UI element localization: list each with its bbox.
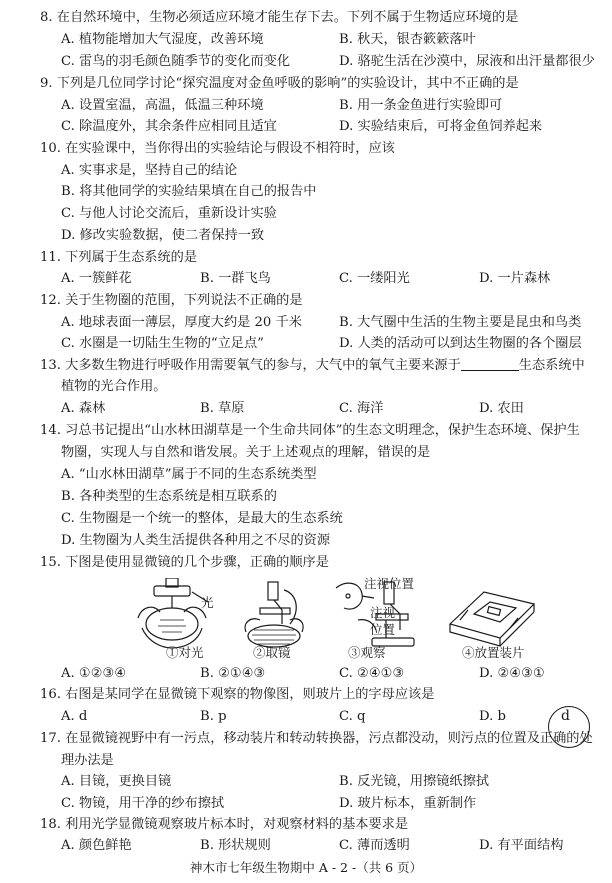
q14-stem-line2: 物圈，实现人与自然和谐发展。关于上述观点的理解，错误的是: [61, 445, 431, 460]
figure-caption-4: ④放置装片: [462, 645, 525, 660]
q13-stem-line1: [40, 356, 585, 376]
q10-option-d: D. 修改实验数据，使二者保持一致: [61, 228, 265, 243]
q14-option-b: B. 各种类型的生态系统是相互联系的: [61, 489, 277, 504]
figure-caption-2: ②取镜: [253, 645, 291, 660]
q10-option-b: B. 将其他同学的实验结果填在自己的报告中: [61, 184, 317, 199]
q12-option-b: B. 大气圈中生活的生物主要是昆虫和鸟类: [339, 315, 582, 330]
q16-option-b: B. p: [200, 709, 227, 724]
q16-option-a: A. d: [61, 709, 88, 724]
q9-option-d: D. 实验结束后，可将金鱼饲养起来: [339, 119, 543, 134]
q14-option-c: C. 生物圈是一个统一的整体，是最大的生态系统: [61, 511, 343, 526]
q13-option-c: C. 海洋: [339, 401, 384, 416]
q17-option-a: A. 目镜，更换目镜: [61, 774, 172, 789]
q13-stem-line2: 植物的光合作用。: [61, 379, 167, 394]
q13-option-a: A. 森林: [61, 401, 106, 416]
q8-stem: 8. 在自然环境中，生物必须适应环境才能生存下去。下列不属于生物适应环境的是: [40, 10, 519, 25]
q14-option-a: A. “山水林田湖草”属于不同的生态系统类型: [61, 467, 317, 482]
q18-option-a: A. 颜色鲜艳: [61, 838, 132, 853]
q17-stem-line2: 理办法是: [61, 753, 114, 768]
q16-option-c: C. q: [339, 709, 366, 724]
page-footer: 神木市七年级生物期中 A - 2 -（共 6 页）: [189, 860, 423, 875]
q8-option-d: D. 骆驼生活在沙漠中，尿液和出汗量都很少: [339, 54, 595, 69]
q8-option-c: C. 雷鸟的羽毛颜色随季节的变化而变化: [61, 54, 291, 69]
q8-option-a: A. 植物能增加大气湿度，改善环境: [61, 32, 264, 47]
q15-option-d: D. ②④③①: [479, 666, 545, 681]
figure-watch-label-side-1: 注视: [370, 605, 396, 620]
microscope-carry-figure: [238, 580, 312, 650]
q18-option-d: D. 有平面结构: [479, 838, 564, 853]
q18-option-b: B. 形状规则: [200, 838, 271, 853]
q10-option-c: C. 与他人讨论交流后，重新设计实验: [61, 206, 277, 221]
q12-option-a: A. 地球表面一薄层，厚度大约是 20 千米: [61, 315, 302, 330]
q9-option-b: B. 用一条金鱼进行实验即可: [339, 98, 503, 113]
q17-option-d: D. 玻片标本，重新制作: [339, 796, 477, 811]
slide-placement-figure: [444, 584, 540, 650]
q11-option-c: C. 一缕阳光: [339, 271, 410, 286]
figure-watch-position-top: 注视位置: [364, 576, 415, 591]
q18-stem: 18. 利用光学显微镜观察玻片标本时，对观察材料的基本要求是: [40, 817, 409, 832]
q9-stem: 9. 下列是几位同学讨论“探究温度对金鱼呼吸的影响”的实验设计，其中不正确的是: [40, 76, 519, 91]
q13-option-d: D. 农田: [479, 401, 524, 416]
q15-option-b: B. ②①④③: [200, 666, 266, 681]
q10-stem: 10. 在实验课中，当你得出的实验结论与假设不相符时，应该: [40, 141, 395, 156]
q15-option-c: C. ②④①③: [339, 666, 405, 681]
q12-stem: 12. 关于生物圈的范围，下列说法不正确的是: [40, 293, 303, 308]
microscope-light-adjust-figure: [132, 578, 220, 650]
q15-option-a: A. ①②③④: [61, 666, 127, 681]
q14-option-d: D. 生物圈为人类生活提供各种用之不尽的资源: [61, 533, 331, 548]
q17-option-b: B. 反光镜，用擦镜纸擦拭: [339, 774, 489, 789]
q11-stem: 11. 下列属于生态系统的是: [40, 250, 198, 265]
q14-stem-line1: 14. 习总书记提出“山水林田湖草是一个生命共同体”的生态文明理念，保护生态环境、保护生: [40, 423, 580, 438]
q13-stem-part2: 生态系统中: [518, 358, 585, 373]
microscope-view-letter: d: [561, 708, 570, 724]
q16-option-d: D. b: [479, 709, 506, 724]
q17-stem-line1: 17. 在显微镜视野中有一污点，移动装片和转动转换器，污点都没动，则污点的位置及正确的处: [40, 731, 593, 746]
q13-stem-part1: 13. 大多数生物进行呼吸作用需要氧气的参与，大气中的氧气主要来源于: [40, 358, 461, 373]
figure-light-label: 光: [201, 595, 214, 610]
q15-stem: 15. 下图是使用显微镜的几个步骤，正确的顺序是: [40, 555, 329, 570]
q11-option-a: A. 一簇鲜花: [61, 271, 132, 286]
q12-option-c: C. 水圈是一切陆生生物的“立足点”: [61, 336, 264, 351]
q11-option-d: D. 一片森林: [479, 271, 551, 286]
q9-option-a: A. 设置室温，高温，低温三种环境: [61, 98, 264, 113]
figure-caption-3: ③观察: [348, 645, 386, 660]
q9-option-c: C. 除温度外，其余条件应相同且适宜: [61, 119, 277, 134]
q13-option-b: B. 草原: [200, 401, 245, 416]
q16-stem: 16. 右图是某同学在显微镜下观察的物像图，则玻片上的字母应该是: [40, 687, 435, 702]
q17-option-c: C. 物镜，用干净的纱布擦拭: [61, 796, 225, 811]
q10-option-a: A. 实事求是，坚持自己的结论: [61, 163, 238, 178]
q8-option-b: B. 秋天，银杏簌簌落叶: [339, 32, 476, 47]
q18-option-c: C. 薄而透明: [339, 838, 410, 853]
q13-answer-blank: [461, 356, 519, 371]
figure-caption-1: ①对光: [166, 645, 204, 660]
q12-option-d: D. 人类的活动可以到达生物圈的各个圈层: [339, 336, 582, 351]
q11-option-b: B. 一群飞鸟: [200, 271, 271, 286]
figure-watch-label-side-2: 位置: [370, 622, 396, 637]
